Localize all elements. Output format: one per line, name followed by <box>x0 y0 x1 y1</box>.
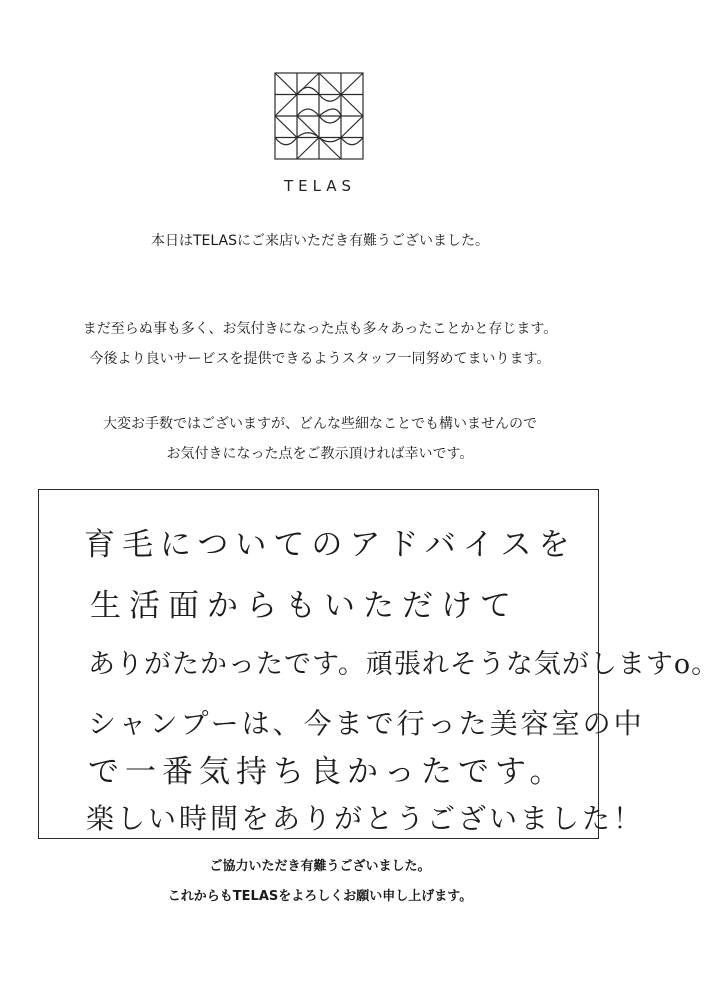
handwritten-line: 楽しい時間をありがとうございました！ <box>86 802 645 835</box>
footer-line2: これからもTELASをよろしくお願い申し上げます。 <box>167 889 473 904</box>
handwritten-line: 生活面からもいただけて <box>90 588 519 624</box>
intro-paragraph2-line1: 大変お手数ではございますが、どんな些細なことでも構いませんので <box>103 416 537 432</box>
intro-thanks: 本日はTELASにご来店いただき有難うございました。 <box>151 233 489 249</box>
intro-paragraph1-line2: 今後より良いサービスを提供できるようスタッフ一同努めてまいります。 <box>89 351 551 367</box>
handwritten-line: ありがたかったです。頑張れそうな気がしますo。 <box>88 649 719 680</box>
footer-line1: ご協力いただき有難うございました。 <box>209 859 431 874</box>
intro-paragraph1-line1: まだ至らぬ事も多く、お気付きになった点も多々あったことかと存じます。 <box>82 321 558 337</box>
handwritten-line: シャンプーは、今まで行った美容室の中 <box>88 707 645 740</box>
telas-logo-icon <box>274 72 364 160</box>
handwritten-line: で一番気持ち良かったです。 <box>88 754 567 790</box>
handwritten-line: 育毛についてのアドバイスを <box>84 527 577 563</box>
intro-paragraph2-line2: お気付きになった点をご教示頂ければ幸いです。 <box>166 446 474 462</box>
brand-name: TELAS <box>283 177 357 195</box>
